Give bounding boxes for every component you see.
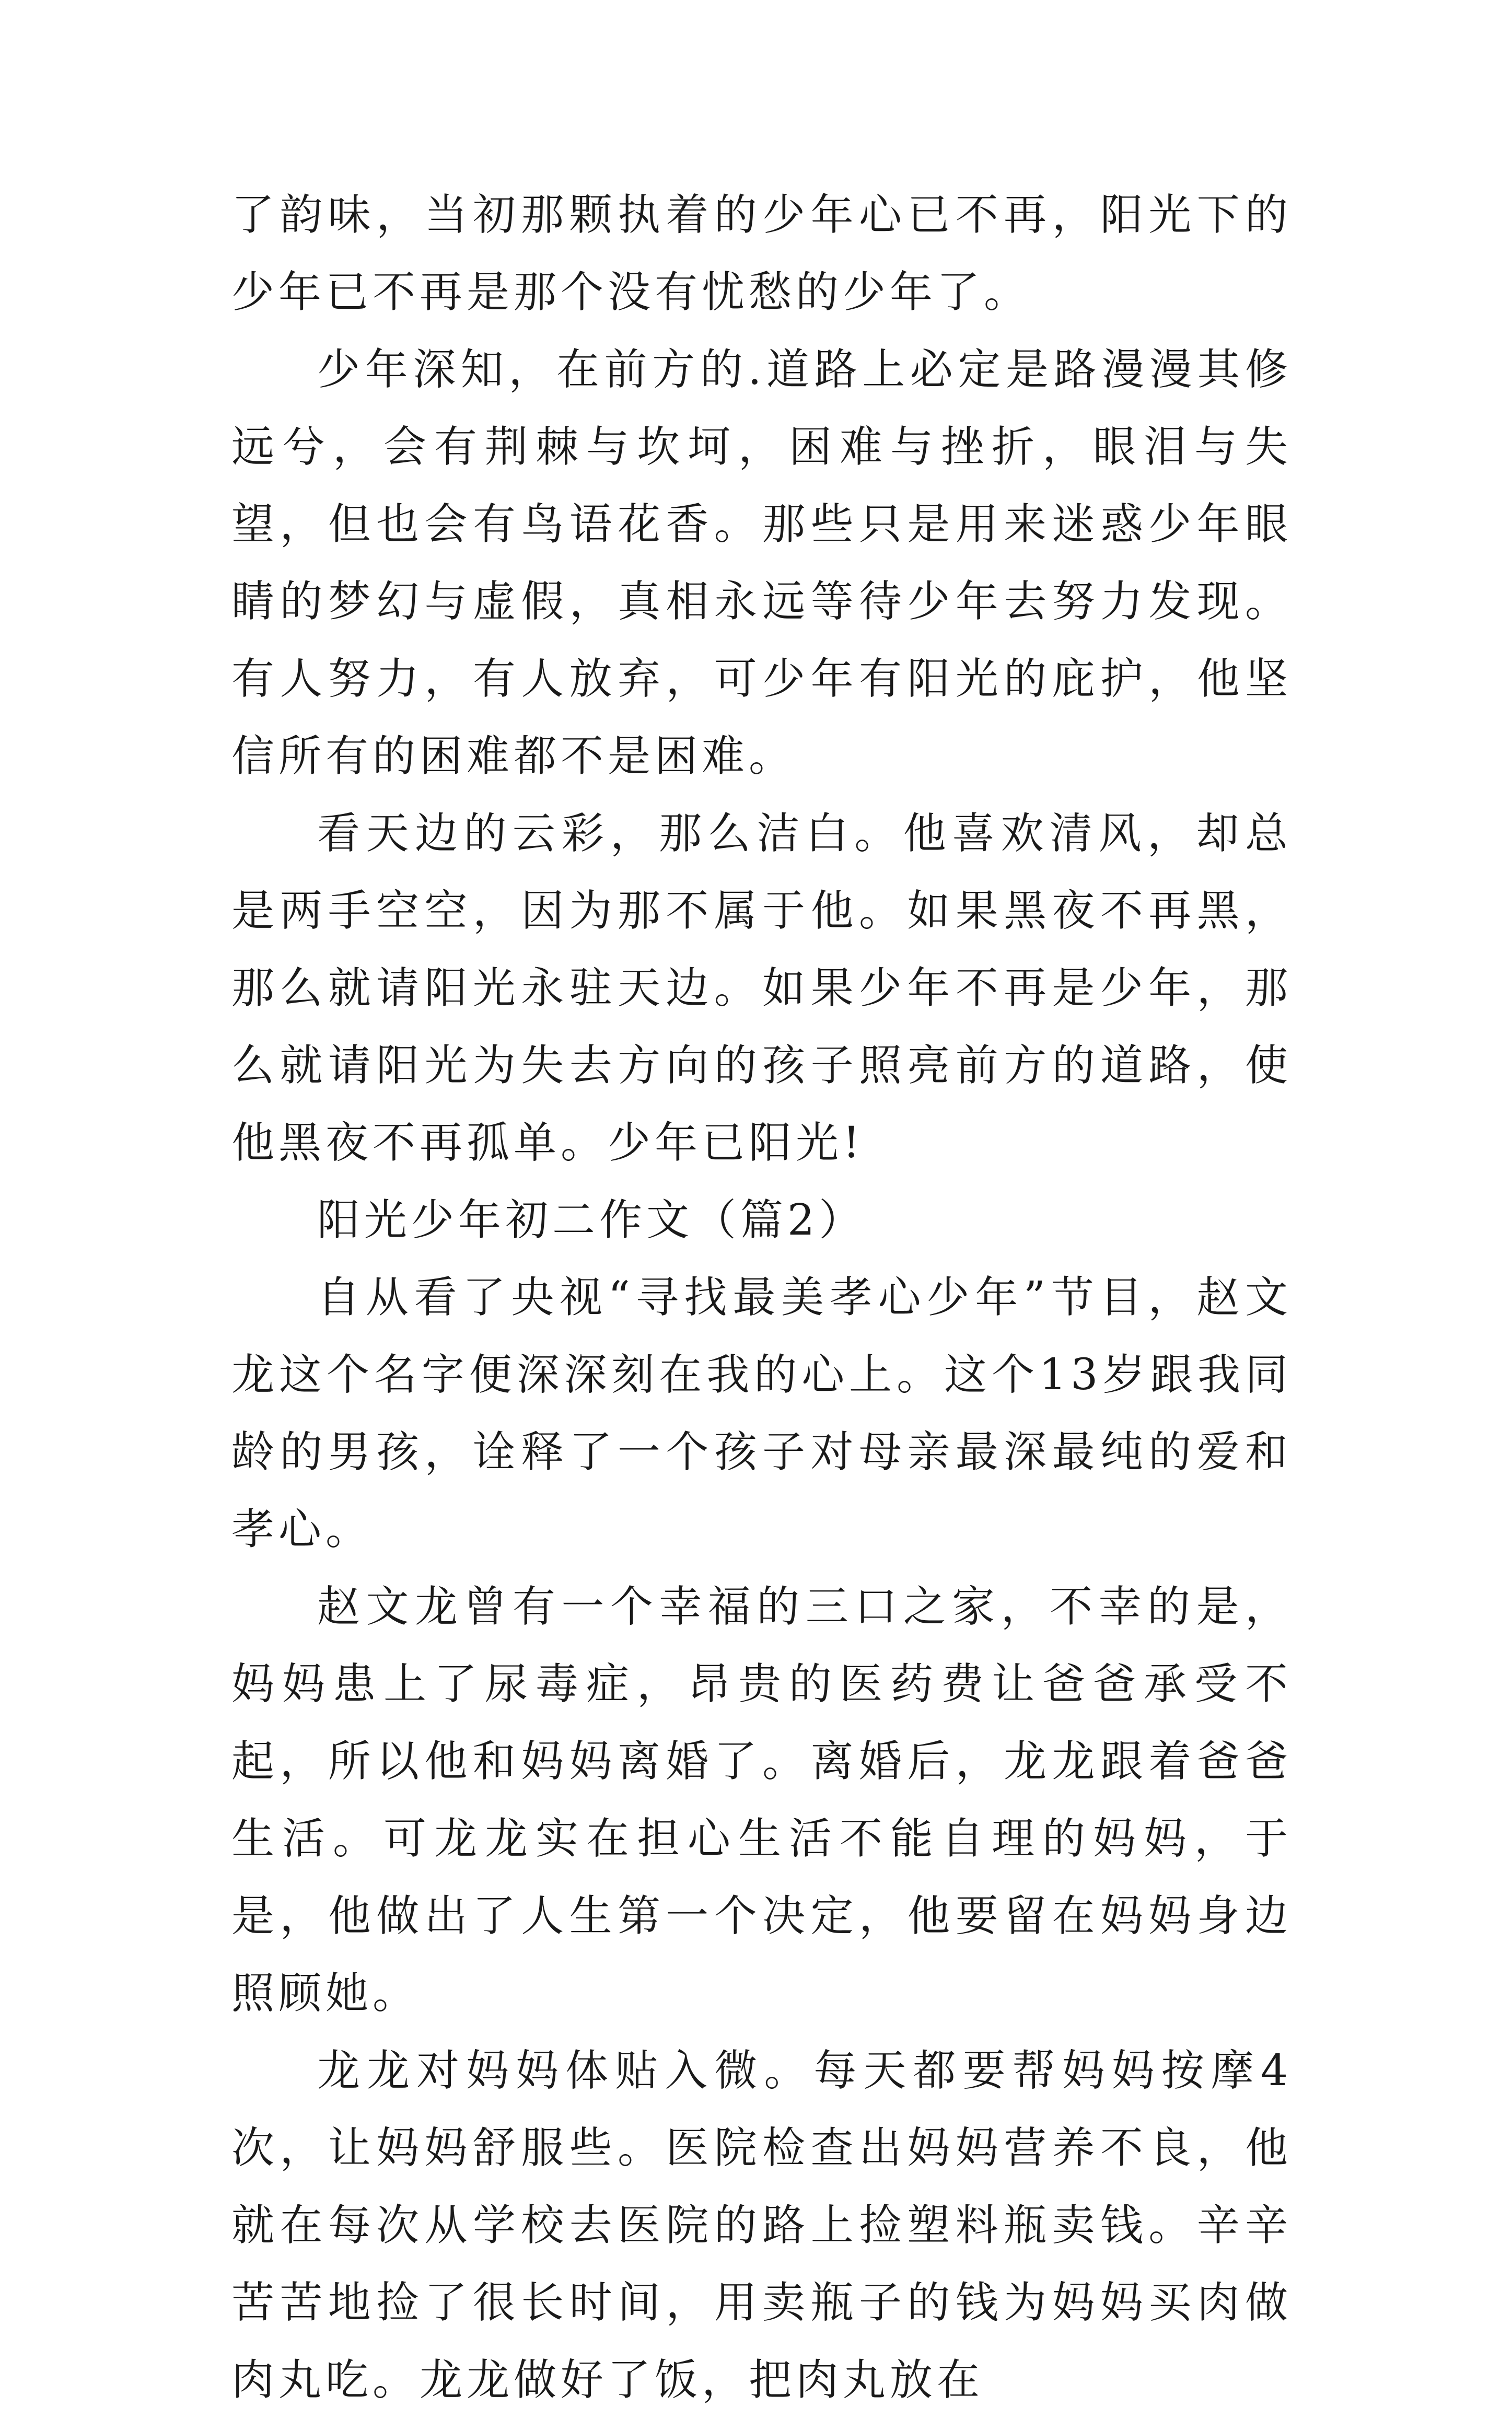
paragraph-1: 了韵味，当初那颗执着的少年心已不再，阳光下的少年已不再是那个没有忧愁的少年了。 [231,190,1292,317]
section-heading: 阳光少年初二作文（篇2） [317,1195,866,1245]
paragraph-2: 少年深知，在前方的.道路上必定是路漫漫其修远兮，会有荆棘与坎坷，困难与挫折，眼泪与失望，但也会有鸟语花香。那些只是用来迷惑少年眼睛的梦幻与虚假，真相永远等待少年去努力发现。有人努力，有人放弃，可少年有阳光的庇护，他坚信所有的困难都不是困难。 [231,345,1292,781]
paragraph-4: 自从看了央视“寻找最美孝心少年”节目，赵文龙这个名字便深深刻在我的心上。这个13岁跟我同龄的男孩，诠释了一个孩子对母亲最深最纯的爱和孝心。 [231,1273,1292,1554]
paragraph-6: 龙龙对妈妈体贴入微。每天都要帮妈妈按摩4次，让妈妈舒服些。医院检查出妈妈营养不良，他就在每次从学校去医院的路上捡塑料瓶卖钱。辛辛苦苦地捡了很长时间，用卖瓶子的钱为妈妈买肉做肉丸吃。龙龙做好了饭，把肉丸放在 [231,2046,1292,2405]
paragraph-3: 看天边的云彩，那么洁白。他喜欢清风，却总是两手空空，因为那不属于他。如果黑夜不再黑，那么就请阳光永驻天边。如果少年不再是少年，那么就请阳光为失去方向的孩子照亮前方的道路，使他黑夜不再孤单。少年已阳光! [231,809,1292,1168]
paragraph-5: 赵文龙曾有一个幸福的三口之家，不幸的是，妈妈患上了尿毒症，昂贵的医药费让爸爸承受不起，所以他和妈妈离婚了。离婚后，龙龙跟着爸爸生活。可龙龙实在担心生活不能自理的妈妈，于是，他做出了人生第一个决定，他要留在妈妈身边照顾她。 [231,1582,1292,2018]
document-body [231,177,1292,2419]
